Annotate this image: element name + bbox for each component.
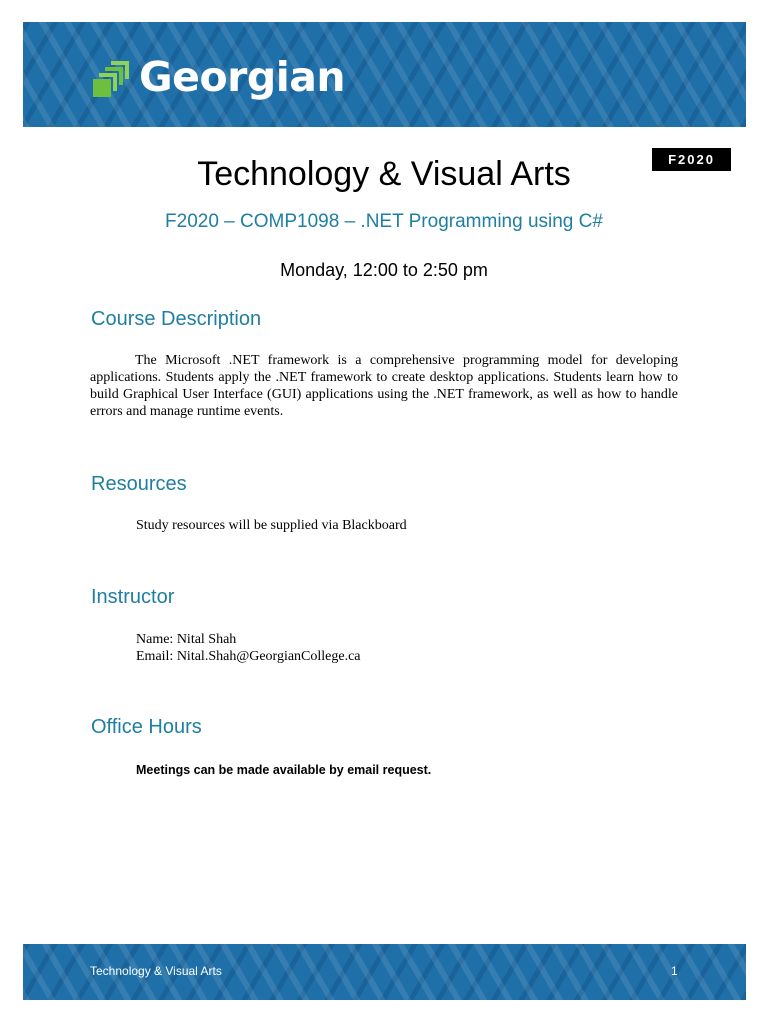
class-schedule: Monday, 12:00 to 2:50 pm — [280, 260, 488, 280]
course-description-text: The Microsoft .NET framework is a comprehensive programming model for developing applications. Students apply the .NET framework to create desktop applications. Students learn how to build Graphical User Interface (GUI) applications using the .NET framework, as well as how to handle errors and manage runtime events. — [90, 353, 678, 419]
page-title: Technology & Visual Arts — [197, 155, 571, 193]
resources-heading: Resources — [91, 473, 187, 495]
course-subtitle: F2020 – COMP1098 – .NET Programming using C# — [165, 211, 603, 232]
footer-title: Technology & Visual Arts — [90, 964, 222, 978]
office-hours-text: Meetings can be made available by email request. — [136, 763, 432, 777]
office-hours-heading: Office Hours — [91, 716, 202, 738]
instructor-email: Email: Nital.Shah@GeorgianCollege.ca — [136, 649, 361, 664]
page-number: 1 — [671, 964, 678, 978]
georgian-logo-icon — [89, 55, 133, 99]
header-banner — [23, 22, 746, 127]
term-badge: F2020 — [652, 148, 731, 171]
georgian-logo — [89, 52, 345, 102]
resources-text: Study resources will be supplied via Blackboard — [136, 518, 407, 533]
instructor-heading: Instructor — [91, 586, 175, 608]
logo-text: Georgian — [139, 53, 346, 101]
footer-banner — [23, 944, 746, 1000]
instructor-name: Name: Nital Shah — [136, 632, 237, 647]
course-description-heading: Course Description — [91, 308, 262, 330]
